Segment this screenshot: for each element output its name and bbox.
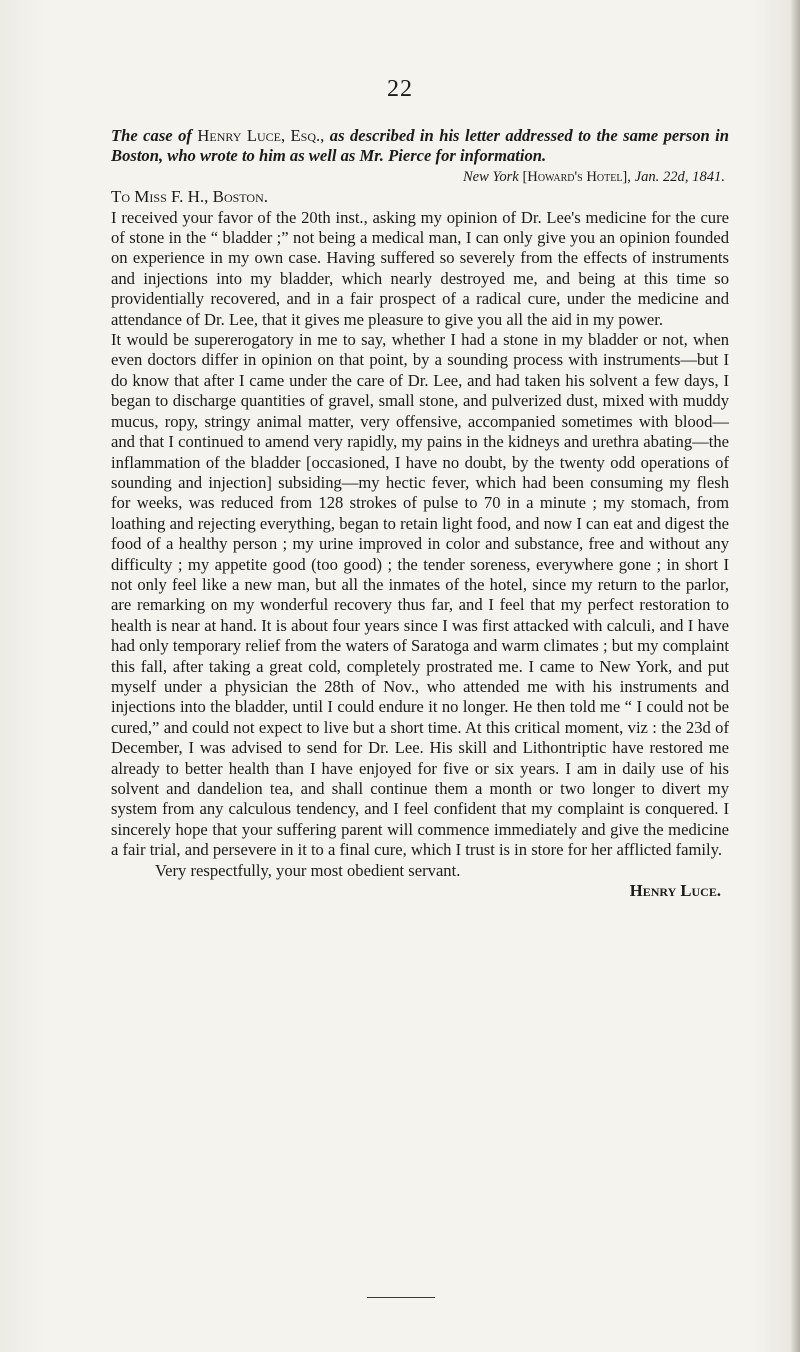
dateline-date: Jan. 22d, 1841.: [634, 168, 725, 185]
paragraph: It would be supererogatory in me to say, whether I had a stone in my bladder or not, when even doctors differ in opinion on that point, by a sounding process with instruments—but I do know that after I came under the care of Dr. Lee, and had taken his solvent a few days, I began to discharge quantities of gravel, small stone, and pulverized dust, mixed with muddy mucus, ropy, stringy animal matter, very offensive, accompanied sometimes with blood—and that I continued to amend very rapidly, my pains in the kidneys and urethra abating—the inflammation of the bladder [occasioned, I have no doubt, by the twenty odd operations of sounding and injection] subsiding—my hectic fever, which had been consuming my flesh for weeks, was reduced from 128 strokes of pulse to 70 in a minute ; my stomach, from loathing and rejecting everything, began to retain light food, and now I can eat and digest the food of a healthy person ; my urine improved in color and substance, free and without any difficulty ; my appetite good (too good) ; the tender soreness, everywhere gone ; in short I not only feel like a new man, but all the inmates of the hotel, since my return to the parlor, are remarking on my wonderful recovery thus far, and I feel that my perfect restoration to health is near at hand. It is about four years since I was first attacked with calculi, and I have had only temporary relief from the waters of Saratoga and warm climates ; but my complaint this fall, after taking a great cold, completely prostrated me. I came to New York, and put myself under a physician the 28th of Nov., who attended me with his instruments and injections into the bladder, until I could endure it no longer. He then told me “ I could not be cured,” and could not expect to live but a short time. At this critical moment, viz : the 23d of December, I was advised to send for Dr. Lee. His skill and Lithontriptic have restored me already to better health than I have enjoyed for five or six years. I am in daily use of his solvent and dandelion tea, and shall continue them a month or two longer to divert my system from any calculous tendency, and I feel confident that my complaint is conquered. I sincerely hope that your suffering parent will commence immediately and give the medicine a fair trial, and persevere in it to a final cure, which I trust is in store for her afflicted family.: [111, 330, 729, 860]
dateline-city: New York: [462, 168, 519, 185]
heading-rest: as described in his letter addressed to the same person in Boston, who wrote to him as well as Mr. Pierce for information.: [111, 126, 730, 166]
letter-body: [111, 126, 729, 901]
page-number: 22: [387, 76, 413, 102]
closing: Very respectfully, your most obedient servant.: [155, 860, 461, 880]
heading-lead: The case of: [111, 126, 192, 145]
paragraph: I received your favor of the 20th inst., asking my opinion of Dr. Lee's medicine for the cure of stone in the “ bladder ;” not being a medical man, I can only give you an opinion founded on experience in my own case. Having suffered so severely from the effects of instruments and injections into my bladder, which nearly destroyed me, and being at this time so providentially recovered, and in a fair prospect of a radical cure, under the medicine and attendance of Dr. Lee, that it gives me pleasure to give you all the aid in my power.: [111, 207, 729, 329]
letter-heading: [111, 126, 729, 167]
signature: Henry Luce.: [629, 881, 721, 901]
dateline: [111, 167, 729, 187]
salutation: To Miss F. H., Boston.: [111, 187, 269, 207]
page-edge-shadow: [790, 0, 800, 1352]
end-rule: [367, 1297, 435, 1298]
dateline-hotel: [Howard's Hotel],: [522, 168, 631, 185]
heading-name: Henry Luce, Esq.,: [197, 126, 325, 145]
